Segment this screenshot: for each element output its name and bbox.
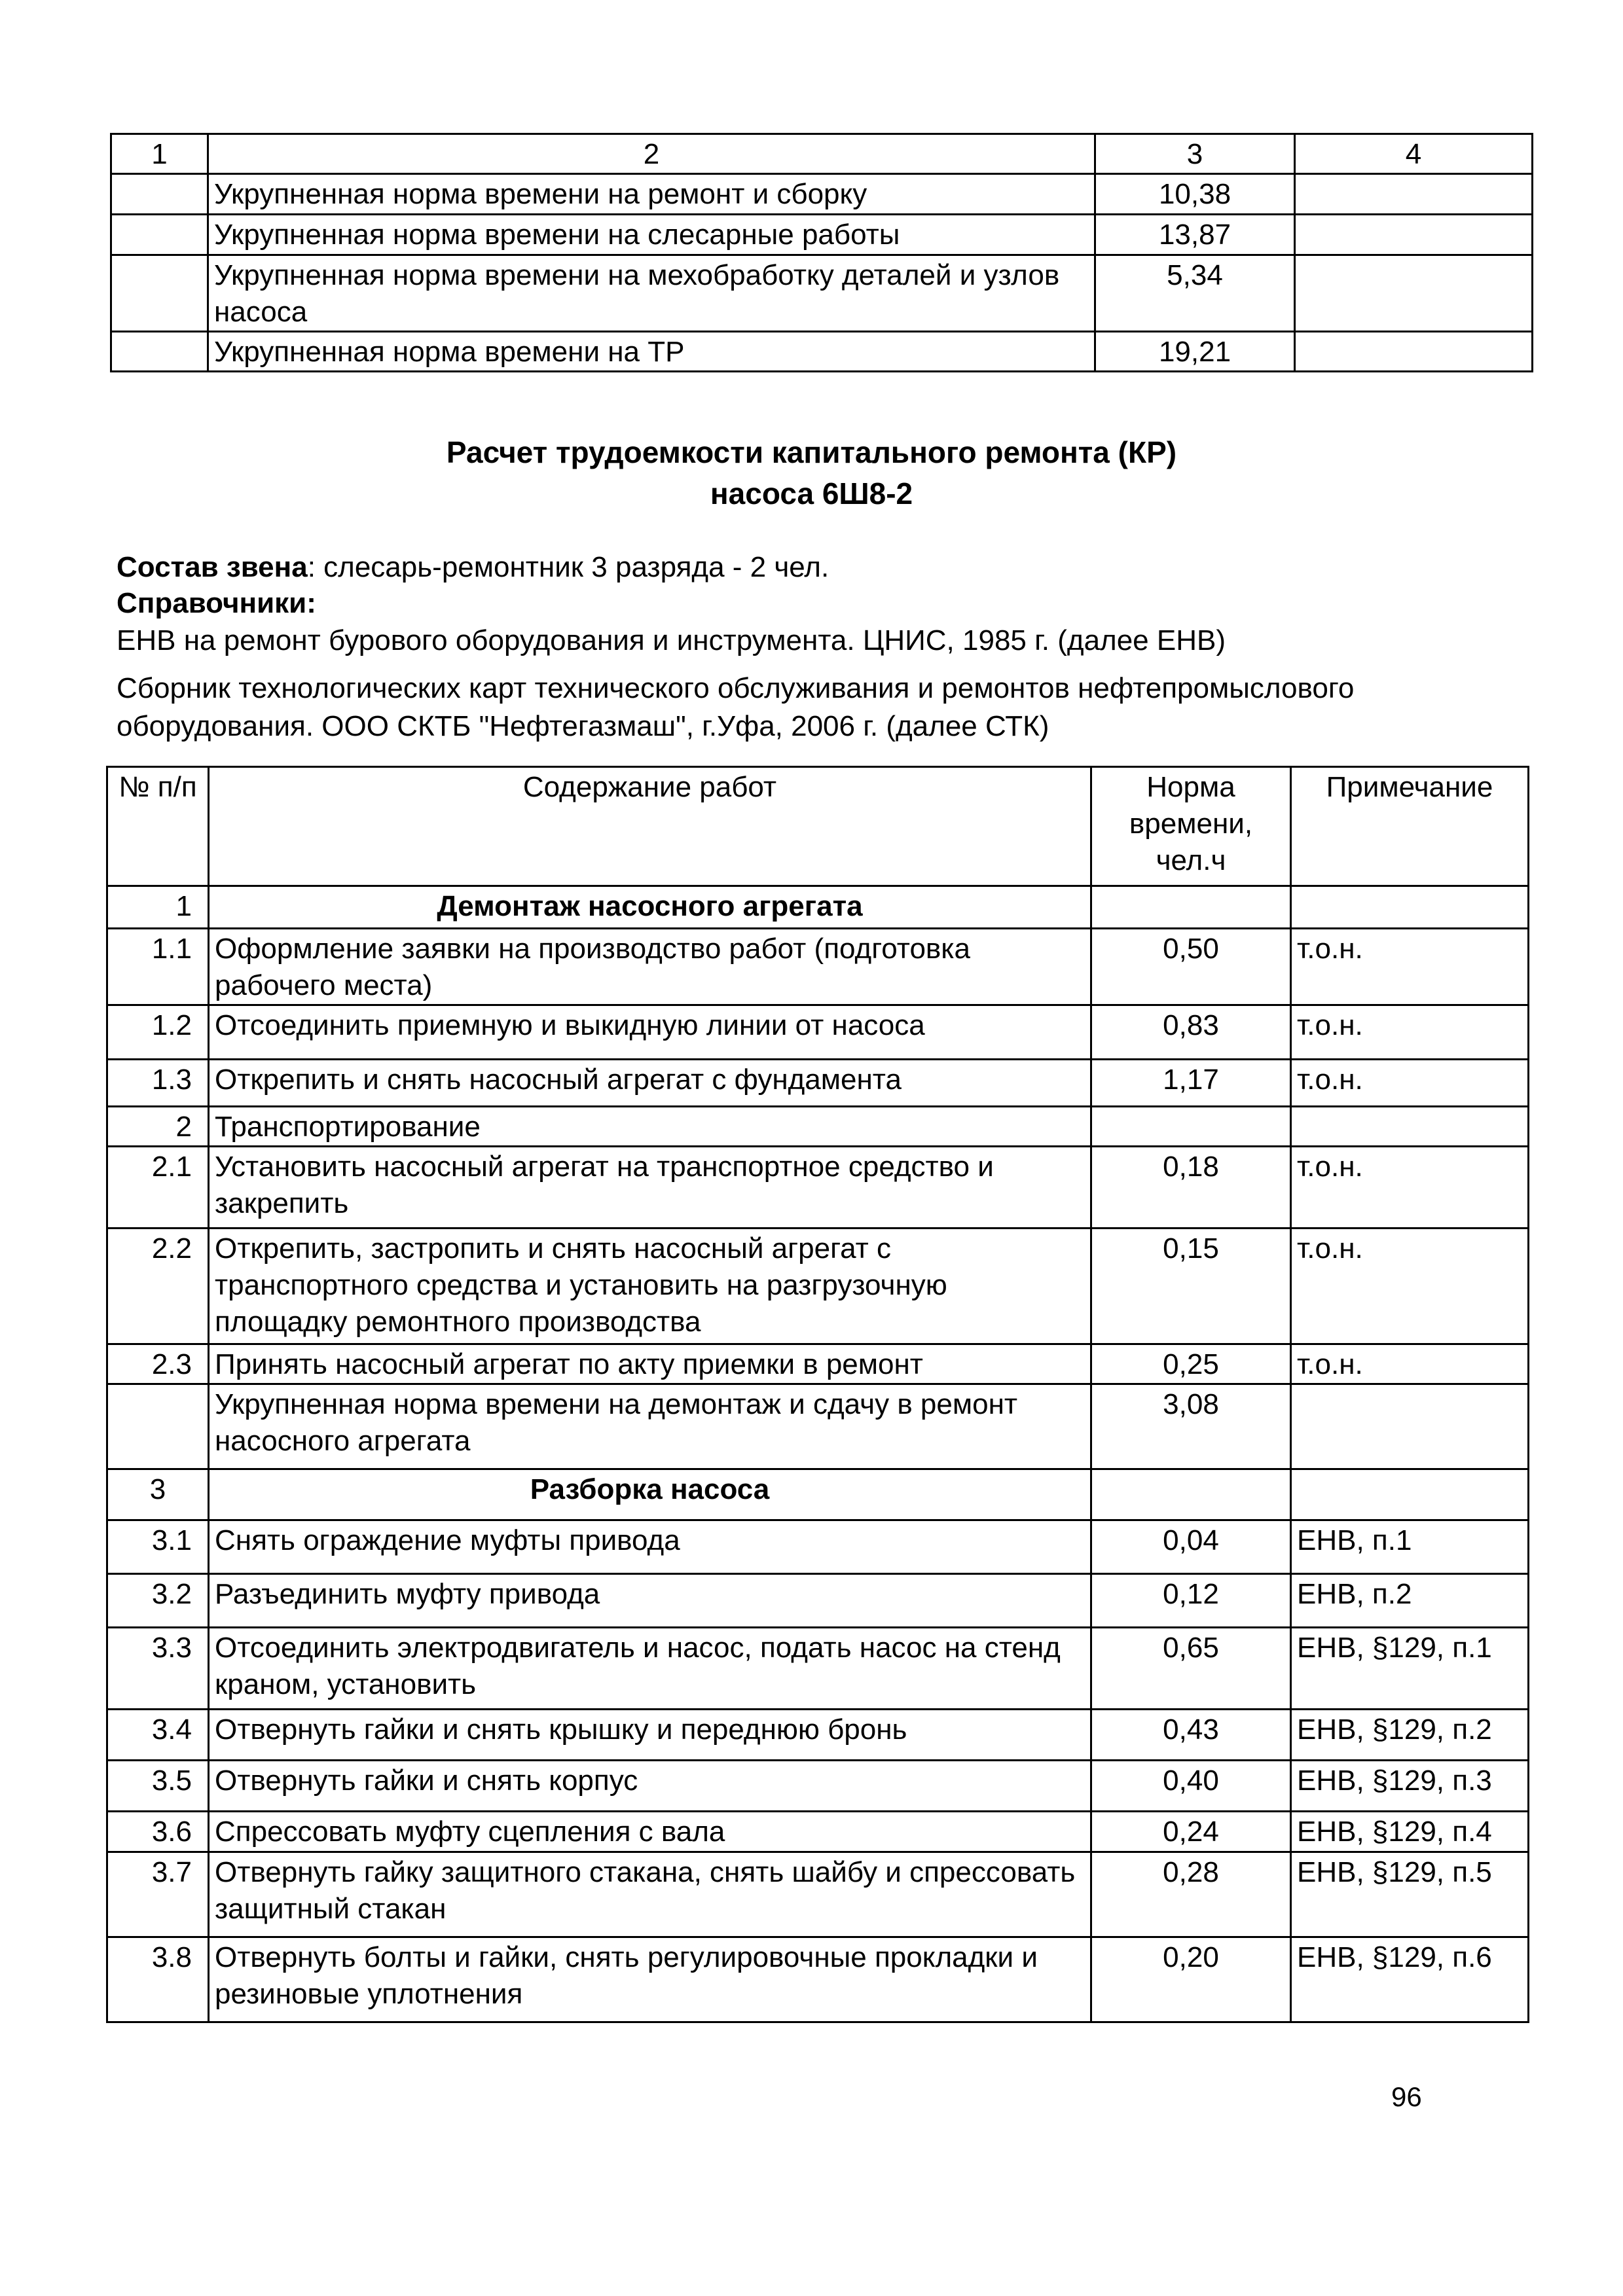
row-norm: 13,87	[1095, 215, 1295, 255]
table-row	[111, 174, 1533, 215]
top-table-header-row	[111, 134, 1533, 174]
row-note: ЕНВ, §129, п.5	[1291, 1852, 1529, 1937]
section-title: Расчет трудоемкости капитального ремонта (КР)	[446, 435, 1177, 469]
row-text: Установить насосный агрегат на транспортное средство и закрепить	[209, 1147, 1091, 1229]
row-norm: 0,28	[1091, 1852, 1291, 1937]
row-note: ЕНВ, §129, п.3	[1291, 1761, 1529, 1812]
row-num: 1.3	[107, 1060, 209, 1107]
reference-stk: Сборник технологических карт технического обслуживания и ремонтов нефтепромыслового оборудования. ООО СКТБ "Нефтегазмаш", г.Уфа, 2006 г. (далее СТК)	[117, 672, 1355, 742]
row-num: 3.8	[107, 1937, 209, 2022]
table-row	[107, 1574, 1529, 1628]
row-norm: 0,04	[1091, 1520, 1291, 1574]
row-num: 1	[107, 886, 209, 929]
top-header-col4: 4	[1295, 134, 1533, 174]
row-note: т.о.н.	[1291, 1229, 1529, 1344]
row-num	[111, 174, 208, 215]
row-num: 1.2	[107, 1005, 209, 1060]
table-row	[107, 1937, 1529, 2022]
header-note: Примечание	[1291, 767, 1529, 886]
row-norm: 10,38	[1095, 174, 1295, 215]
table-row	[107, 1229, 1529, 1344]
main-table-header-row	[107, 767, 1529, 886]
row-note	[1291, 886, 1529, 929]
row-text: Отвернуть болты и гайки, снять регулировочные прокладки и резиновые уплотнения	[209, 1937, 1091, 2022]
table-row	[107, 929, 1529, 1005]
row-num	[107, 1384, 209, 1469]
row-norm: 0,20	[1091, 1937, 1291, 2022]
row-note: ЕНВ, §129, п.4	[1291, 1812, 1529, 1852]
row-note	[1295, 215, 1533, 255]
row-norm: 0,40	[1091, 1761, 1291, 1812]
row-text: Открепить, застропить и снять насосный агрегат с транспортного средства и установить на разгрузочную площадку ремонтного производства	[209, 1229, 1091, 1344]
row-note: ЕНВ, п.2	[1291, 1574, 1529, 1628]
row-text: Спрессовать муфту сцепления с вала	[209, 1812, 1091, 1852]
row-note	[1291, 1469, 1529, 1520]
row-note: т.о.н.	[1291, 1060, 1529, 1107]
top-header-col1: 1	[111, 134, 208, 174]
table-row	[111, 332, 1533, 372]
row-num: 3	[107, 1469, 209, 1520]
row-text: Открепить и снять насосный агрегат с фундамента	[209, 1060, 1091, 1107]
row-num	[111, 215, 208, 255]
header-norm: Норма времени, чел.ч	[1091, 767, 1291, 886]
row-norm	[1091, 886, 1291, 929]
crew-line	[117, 548, 1531, 586]
row-num: 2	[107, 1107, 209, 1147]
row-num: 3.1	[107, 1520, 209, 1574]
row-note	[1291, 1107, 1529, 1147]
row-text: Укрупненная норма времени на слесарные работы	[208, 215, 1095, 255]
table-row	[111, 255, 1533, 332]
row-norm: 0,24	[1091, 1812, 1291, 1852]
row-note: ЕНВ, §129, п.1	[1291, 1628, 1529, 1710]
row-text: Отвернуть гайки и снять крышку и переднюю бронь	[209, 1710, 1091, 1761]
table-row	[107, 1628, 1529, 1710]
header-content: Содержание работ	[209, 767, 1091, 886]
row-text: Оформление заявки на производство работ (подготовка рабочего места)	[209, 929, 1091, 1005]
table-row	[107, 1469, 1529, 1520]
row-note	[1295, 174, 1533, 215]
row-num: 3.4	[107, 1710, 209, 1761]
row-norm: 0,12	[1091, 1574, 1291, 1628]
table-row	[107, 1005, 1529, 1060]
row-text: Отсоединить электродвигатель и насос, подать насос на стенд краном, установить	[209, 1628, 1091, 1710]
crew-label: Состав звена	[117, 551, 308, 583]
row-num: 3.5	[107, 1761, 209, 1812]
row-num: 1.1	[107, 929, 209, 1005]
row-note: т.о.н.	[1291, 1005, 1529, 1060]
row-text: Снять ограждение муфты привода	[209, 1520, 1091, 1574]
row-text: Укрупненная норма времени на ремонт и сборку	[208, 174, 1095, 215]
table-row	[107, 1761, 1529, 1812]
row-norm: 3,08	[1091, 1384, 1291, 1469]
reference-enb: ЕНВ на ремонт бурового оборудования и инструмента. ЦНИС, 1985 г. (далее ЕНВ)	[117, 624, 1226, 656]
table-row	[111, 215, 1533, 255]
header-num: № п/п	[107, 767, 209, 886]
table-row	[107, 886, 1529, 929]
table-row	[107, 1344, 1529, 1384]
table-row	[107, 1710, 1529, 1761]
top-header-col2: 2	[208, 134, 1095, 174]
row-text: Укрупненная норма времени на демонтаж и сдачу в ремонт насосного агрегата	[209, 1384, 1091, 1469]
row-num: 3.3	[107, 1628, 209, 1710]
top-table	[110, 133, 1533, 372]
row-note: ЕНВ, п.1	[1291, 1520, 1529, 1574]
table-row	[107, 1107, 1529, 1147]
row-note	[1291, 1384, 1529, 1469]
row-text: Отвернуть гайку защитного стакана, снять шайбу и спрессовать защитный стакан	[209, 1852, 1091, 1937]
row-norm: 0,15	[1091, 1229, 1291, 1344]
row-text: Принять насосный агрегат по акту приемки в ремонт	[209, 1344, 1091, 1384]
row-num: 2.1	[107, 1147, 209, 1229]
row-note	[1295, 255, 1533, 332]
row-text: Разъединить муфту привода	[209, 1574, 1091, 1628]
table-row	[107, 1812, 1529, 1852]
row-note: т.о.н.	[1291, 1344, 1529, 1384]
row-norm: 5,34	[1095, 255, 1295, 332]
row-norm: 0,18	[1091, 1147, 1291, 1229]
section-subtitle: насоса 6Ш8-2	[710, 476, 913, 511]
row-num: 3.2	[107, 1574, 209, 1628]
row-text: Укрупненная норма времени на ТР	[208, 332, 1095, 372]
row-text: Отвернуть гайки и снять корпус	[209, 1761, 1091, 1812]
section-heading: Демонтаж насосного агрегата	[209, 886, 1091, 929]
table-row	[107, 1520, 1529, 1574]
row-note	[1295, 332, 1533, 372]
section-heading: Разборка насоса	[209, 1469, 1091, 1520]
table-row	[107, 1147, 1529, 1229]
crew-value: : слесарь-ремонтник 3 разряда - 2 чел.	[307, 551, 830, 583]
row-text: Отсоединить приемную и выкидную линии от насоса	[209, 1005, 1091, 1060]
row-norm: 19,21	[1095, 332, 1295, 372]
row-note: ЕНВ, §129, п.6	[1291, 1937, 1529, 2022]
row-norm	[1091, 1107, 1291, 1147]
row-num	[111, 255, 208, 332]
table-row	[107, 1060, 1529, 1107]
row-note: т.о.н.	[1291, 929, 1529, 1005]
row-num	[111, 332, 208, 372]
row-norm: 1,17	[1091, 1060, 1291, 1107]
row-norm	[1091, 1469, 1291, 1520]
row-note: ЕНВ, §129, п.2	[1291, 1710, 1529, 1761]
row-norm: 0,50	[1091, 929, 1291, 1005]
table-row	[107, 1384, 1529, 1469]
row-text: Укрупненная норма времени на мехобработку деталей и узлов насоса	[208, 255, 1095, 332]
row-num: 3.7	[107, 1852, 209, 1937]
row-num: 2.3	[107, 1344, 209, 1384]
row-num: 3.6	[107, 1812, 209, 1852]
row-norm: 0,25	[1091, 1344, 1291, 1384]
main-table	[106, 766, 1529, 2023]
page-number: 96	[1391, 2081, 1422, 2112]
top-header-col3: 3	[1095, 134, 1295, 174]
row-norm: 0,83	[1091, 1005, 1291, 1060]
row-num: 2.2	[107, 1229, 209, 1344]
row-norm: 0,43	[1091, 1710, 1291, 1761]
row-norm: 0,65	[1091, 1628, 1291, 1710]
table-row	[107, 1852, 1529, 1937]
row-text: Транспортирование	[209, 1107, 1091, 1147]
row-note: т.о.н.	[1291, 1147, 1529, 1229]
references-label: Справочники:	[117, 587, 316, 619]
